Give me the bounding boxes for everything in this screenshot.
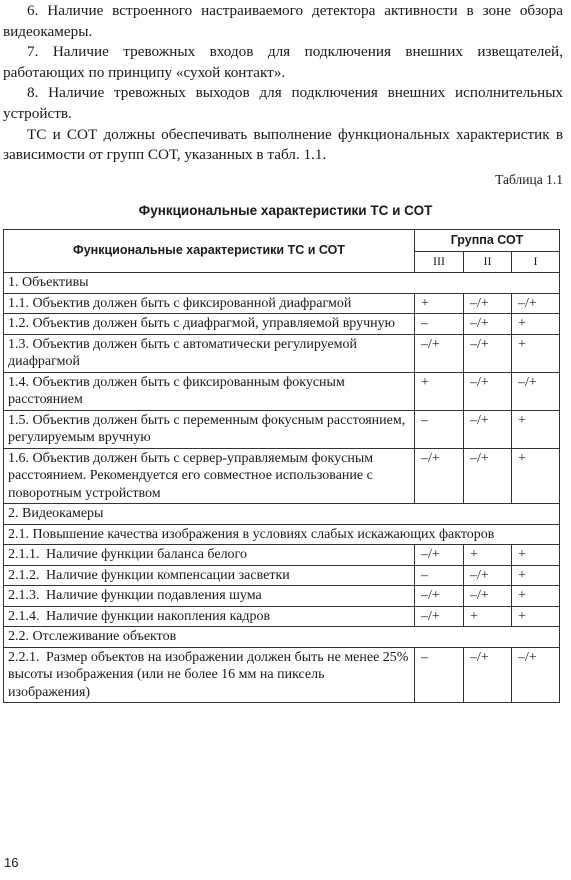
group-value-cell: + [512, 565, 560, 586]
table-row [4, 565, 560, 586]
group-value-cell: –/+ [415, 448, 464, 504]
table-row [4, 334, 560, 372]
group-value-cell: – [415, 565, 464, 586]
item-number: 2.2.1. [8, 649, 40, 665]
header-characteristics: Функциональные характеристики ТС и СОТ [4, 230, 415, 273]
section-row [4, 504, 560, 525]
table-row [4, 372, 560, 410]
group-value-cell: –/+ [415, 606, 464, 627]
group-value-cell: –/+ [464, 293, 512, 314]
group-value-cell: + [464, 606, 512, 627]
group-value-cell: + [512, 334, 560, 372]
paragraph: ТС и СОТ должны обеспечивать выполнение функциональных характеристик в зависимости от групп СОТ, указанных в табл. 1.1. [3, 125, 563, 164]
item-text: Размер объектов на изображении должен быть не менее 25% высоты изображения (или не более 16 мм на пиксель изображения) [8, 649, 409, 700]
table-number: Таблица 1.1 [495, 172, 563, 187]
section-row [4, 524, 560, 545]
table-row [4, 410, 560, 448]
section-row [4, 273, 560, 294]
characteristic-cell: 1.6. Объектив должен быть с сервер-управляемым фокусным расстоянием. Рекомендуется его совместное использование с поворотным устройством [4, 448, 415, 504]
group-value-cell: – [415, 647, 464, 703]
characteristic-cell [4, 545, 415, 566]
group-value-cell: –/+ [464, 334, 512, 372]
table-row [4, 545, 560, 566]
group-value-cell: –/+ [464, 586, 512, 607]
header-group-ii: II [464, 251, 512, 273]
group-value-cell: –/+ [512, 372, 560, 410]
characteristic-cell [4, 586, 415, 607]
group-value-cell: –/+ [512, 647, 560, 703]
characteristic-cell: 1.5. Объектив должен быть с переменным фокусным расстоянием, регулируемым вручную [4, 410, 415, 448]
group-value-cell: + [415, 372, 464, 410]
characteristic-cell [4, 565, 415, 586]
table-row [4, 314, 560, 335]
paragraph: 6. Наличие встроенного настраиваемого детектора активности в зоне обзора видеокамеры. [3, 2, 563, 40]
characteristic-cell: 1.1. Объектив должен быть с фиксированной диафрагмой [4, 293, 415, 314]
item-text: Наличие функции баланса белого [46, 547, 247, 562]
page-number: 16 [4, 855, 19, 870]
table-caption: Функциональные характеристики ТС и СОТ [138, 203, 433, 218]
group-value-cell: + [512, 314, 560, 335]
intro-text [3, 1, 563, 166]
group-value-cell: –/+ [464, 647, 512, 703]
group-value-cell: –/+ [464, 448, 512, 504]
header-group-i: I [512, 251, 560, 273]
section-title: 2.1. Повышение качества изображения в условиях слабых искажающих факторов [4, 524, 560, 545]
item-number: 2.1.2. [8, 567, 40, 583]
group-value-cell: + [512, 606, 560, 627]
group-value-cell: + [512, 410, 560, 448]
paragraph: 8. Наличие тревожных выходов для подключения внешних исполнительных устройств. [3, 84, 563, 122]
group-value-cell: –/+ [415, 586, 464, 607]
table-row [4, 586, 560, 607]
group-value-cell: –/+ [415, 545, 464, 566]
section-row [4, 627, 560, 648]
group-value-cell: –/+ [464, 410, 512, 448]
item-number: 2.1.1. [8, 547, 40, 562]
table-body [4, 273, 560, 703]
characteristic-cell: 1.3. Объектив должен быть с автоматически регулируемой диафрагмой [4, 334, 415, 372]
group-value-cell: – [415, 410, 464, 448]
group-value-cell: + [512, 545, 560, 566]
item-number: 2.1.4. [8, 608, 40, 624]
group-value-cell: –/+ [512, 293, 560, 314]
group-value-cell: + [464, 545, 512, 566]
table-row [4, 293, 560, 314]
group-value-cell: + [512, 586, 560, 607]
header-group-iii: III [415, 251, 464, 273]
item-text: Наличие функции накопления кадров [46, 608, 271, 624]
characteristic-cell [4, 606, 415, 627]
characteristics-table [3, 229, 560, 703]
table-row [4, 606, 560, 627]
group-value-cell: – [415, 314, 464, 335]
characteristic-cell: 1.2. Объектив должен быть с диафрагмой, управляемой вручную [4, 314, 415, 335]
group-value-cell: + [512, 448, 560, 504]
group-value-cell: + [415, 293, 464, 314]
item-text: Наличие функции компенсации засветки [46, 567, 290, 583]
characteristic-cell: 1.4. Объектив должен быть с фиксированным фокусным расстоянием [4, 372, 415, 410]
section-title: 1. Объективы [4, 273, 560, 294]
group-value-cell: –/+ [464, 372, 512, 410]
characteristic-cell [4, 647, 415, 703]
section-title: 2.2. Отслеживание объектов [4, 627, 560, 648]
group-value-cell: –/+ [464, 314, 512, 335]
item-number: 2.1.3. [8, 588, 40, 603]
paragraph: 7. Наличие тревожных входов для подключения внешних извещателей, работающих по принципу «сухой контакт». [3, 43, 563, 81]
table-row [4, 647, 560, 703]
group-value-cell: –/+ [415, 334, 464, 372]
item-text: Наличие функции подавления шума [46, 588, 262, 603]
table-row [4, 448, 560, 504]
group-value-cell: –/+ [464, 565, 512, 586]
section-title: 2. Видеокамеры [4, 504, 560, 525]
header-group: Группа СОТ [415, 230, 560, 252]
